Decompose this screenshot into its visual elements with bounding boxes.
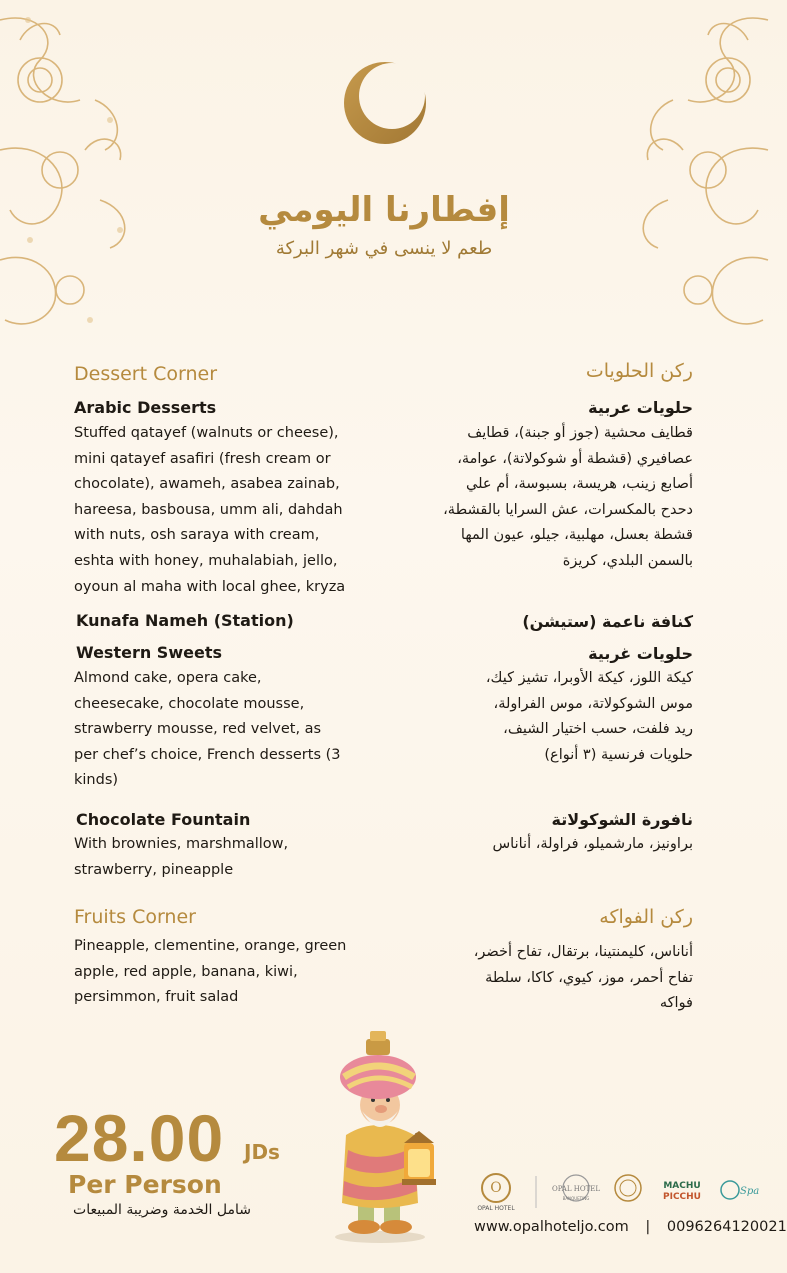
menu-line: strawberry mousse, red velvet, as	[74, 721, 322, 738]
menu-line: chocolate), awameh, asabea zainab,	[74, 476, 340, 493]
arabic-desserts-heading-en: Arabic Desserts	[74, 398, 217, 417]
opal-hotel-logo	[477, 1174, 515, 1212]
page-title: إفطارنا اليومي	[258, 190, 510, 230]
fruits-corner-list-ar	[403, 940, 693, 1017]
svg-text:PICCHU: PICCHU	[663, 1192, 701, 1202]
arabic-desserts-list-en	[74, 421, 364, 600]
page-subtitle: طعم لا ينسى في شهر البركة	[275, 238, 493, 259]
menu-line: قشطة بعسل، مهلبية، جيلو، عيون المها	[460, 527, 693, 544]
svg-text:Spa: Spa	[740, 1186, 760, 1197]
menu-line: دحدح بالمكسرات، عش السرايا بالقشطة،	[443, 501, 693, 518]
menu-line: apple, red apple, banana, kiwi,	[74, 963, 298, 980]
partner-logos	[472, 1170, 768, 1212]
ramadan-mascot-illustration	[318, 1025, 448, 1245]
contact-separator: |	[645, 1219, 651, 1235]
menu-line: eshta with honey, muhalabiah, jello,	[74, 552, 338, 569]
menu-line: Pineapple, clementine, orange, green	[74, 938, 347, 954]
menu-line: with nuts, osh saraya with cream,	[74, 527, 320, 544]
fruits-corner-list-en	[74, 934, 364, 1011]
kunafa-station-ar: كنافة ناعمة (ستيشن)	[522, 612, 693, 631]
menu-line: cheesecake, chocolate mousse,	[74, 695, 305, 712]
arabic-desserts-list-ar	[393, 421, 693, 575]
menu-line: Stuffed qatayef (walnuts or cheese),	[74, 425, 339, 441]
per-person-label: Per Person	[68, 1170, 222, 1199]
arabic-desserts-heading-ar: حلويات عربية	[588, 398, 693, 417]
menu-line: كيكة اللوز، كيكة الأوبرا، تشيز كيك،	[485, 670, 693, 686]
menu-line: strawberry, pineapple	[74, 861, 234, 878]
price-currency: JDs	[244, 1140, 280, 1164]
banqueting-logo	[552, 1175, 600, 1201]
menu-line: With brownies, marshmallow,	[74, 836, 289, 852]
menu-line: أناناس، كليمنتينا، برتقال، تفاح أخضر،	[473, 944, 693, 960]
dessert-corner-heading-ar: ركن الحلويات	[585, 360, 693, 382]
price-value: 28.00	[54, 1101, 225, 1175]
left-arabesque-ornament	[0, 0, 140, 340]
chocolate-fountain-heading-ar: نافورة الشوكولاتة	[551, 810, 693, 829]
menu-line: أصابع زينب، هريسة، بسبوسة، أم علي	[466, 476, 693, 493]
menu-line: عصافيري (قشطة أو شوكولاتة)، عوامة،	[457, 450, 693, 467]
right-arabesque-ornament	[628, 0, 768, 340]
service-tax-note: شامل الخدمة وضريبة المبيعات	[73, 1202, 251, 1218]
menu-line: hareesa, basbousa, umm ali, dahdah	[74, 501, 343, 518]
contact-line	[474, 1219, 787, 1235]
menu-line: Almond cake, opera cake,	[74, 670, 262, 686]
menu-line: موس الشوكولاتة، موس الفراولة،	[493, 695, 693, 712]
machu-picchu-logo	[663, 1181, 701, 1202]
fruits-corner-heading-en: Fruits Corner	[74, 906, 196, 928]
western-sweets-list-ar	[403, 666, 693, 768]
fruits-corner-heading-ar: ركن الفواكه	[599, 906, 693, 928]
menu-line: oyoun al maha with local ghee, kryza	[74, 578, 346, 595]
menu-line: mini qatayef asafiri (fresh cream or	[74, 450, 331, 467]
menu-line: قطايف محشية (جوز أو جبنة)، قطايف	[467, 425, 693, 441]
dessert-corner-heading-en: Dessert Corner	[74, 363, 218, 385]
spa-logo	[721, 1181, 759, 1199]
menu-line: ريد فلفت، حسب اختيار الشيف،	[503, 721, 693, 738]
chocolate-fountain-heading-en: Chocolate Fountain	[76, 810, 251, 829]
svg-text:O: O	[490, 1180, 502, 1196]
crescent-moon-icon	[342, 60, 428, 146]
menu-line: kinds)	[74, 772, 119, 789]
website-link[interactable]: www.opalhoteljo.com	[474, 1219, 629, 1235]
menu-line: بالسمن البلدي، كريزة	[562, 552, 693, 569]
menu-line: حلويات فرنسية (٣ أنواع)	[544, 746, 693, 763]
svg-text:BANQUETING: BANQUETING	[562, 1196, 590, 1201]
chocolate-fountain-list-ar	[403, 832, 693, 858]
menu-line: persimmon, fruit salad	[74, 989, 239, 1006]
phone-number[interactable]: 0096264120021	[666, 1219, 787, 1235]
svg-text:OPAL HOTEL: OPAL HOTEL	[551, 1185, 601, 1193]
western-sweets-heading-en: Western Sweets	[76, 643, 222, 662]
western-sweets-list-en	[74, 666, 364, 794]
opal-logo-text: OPAL HOTEL	[477, 1205, 515, 1212]
menu-line: تفاح أحمر، موز، كيوي، كاكا، سلطة	[485, 969, 693, 986]
restaurant-logo	[615, 1175, 641, 1201]
menu-line: per chef’s choice, French desserts (3	[74, 746, 341, 763]
chocolate-fountain-list-en	[74, 832, 364, 883]
menu-line: فواكه	[659, 995, 693, 1012]
menu-line: براونيز، مارشميلو، فراولة، أناناس	[492, 836, 693, 852]
western-sweets-heading-ar: حلويات غربية	[588, 644, 693, 663]
svg-text:MACHU: MACHU	[663, 1181, 701, 1191]
kunafa-station-en: Kunafa Nameh (Station)	[76, 611, 294, 630]
